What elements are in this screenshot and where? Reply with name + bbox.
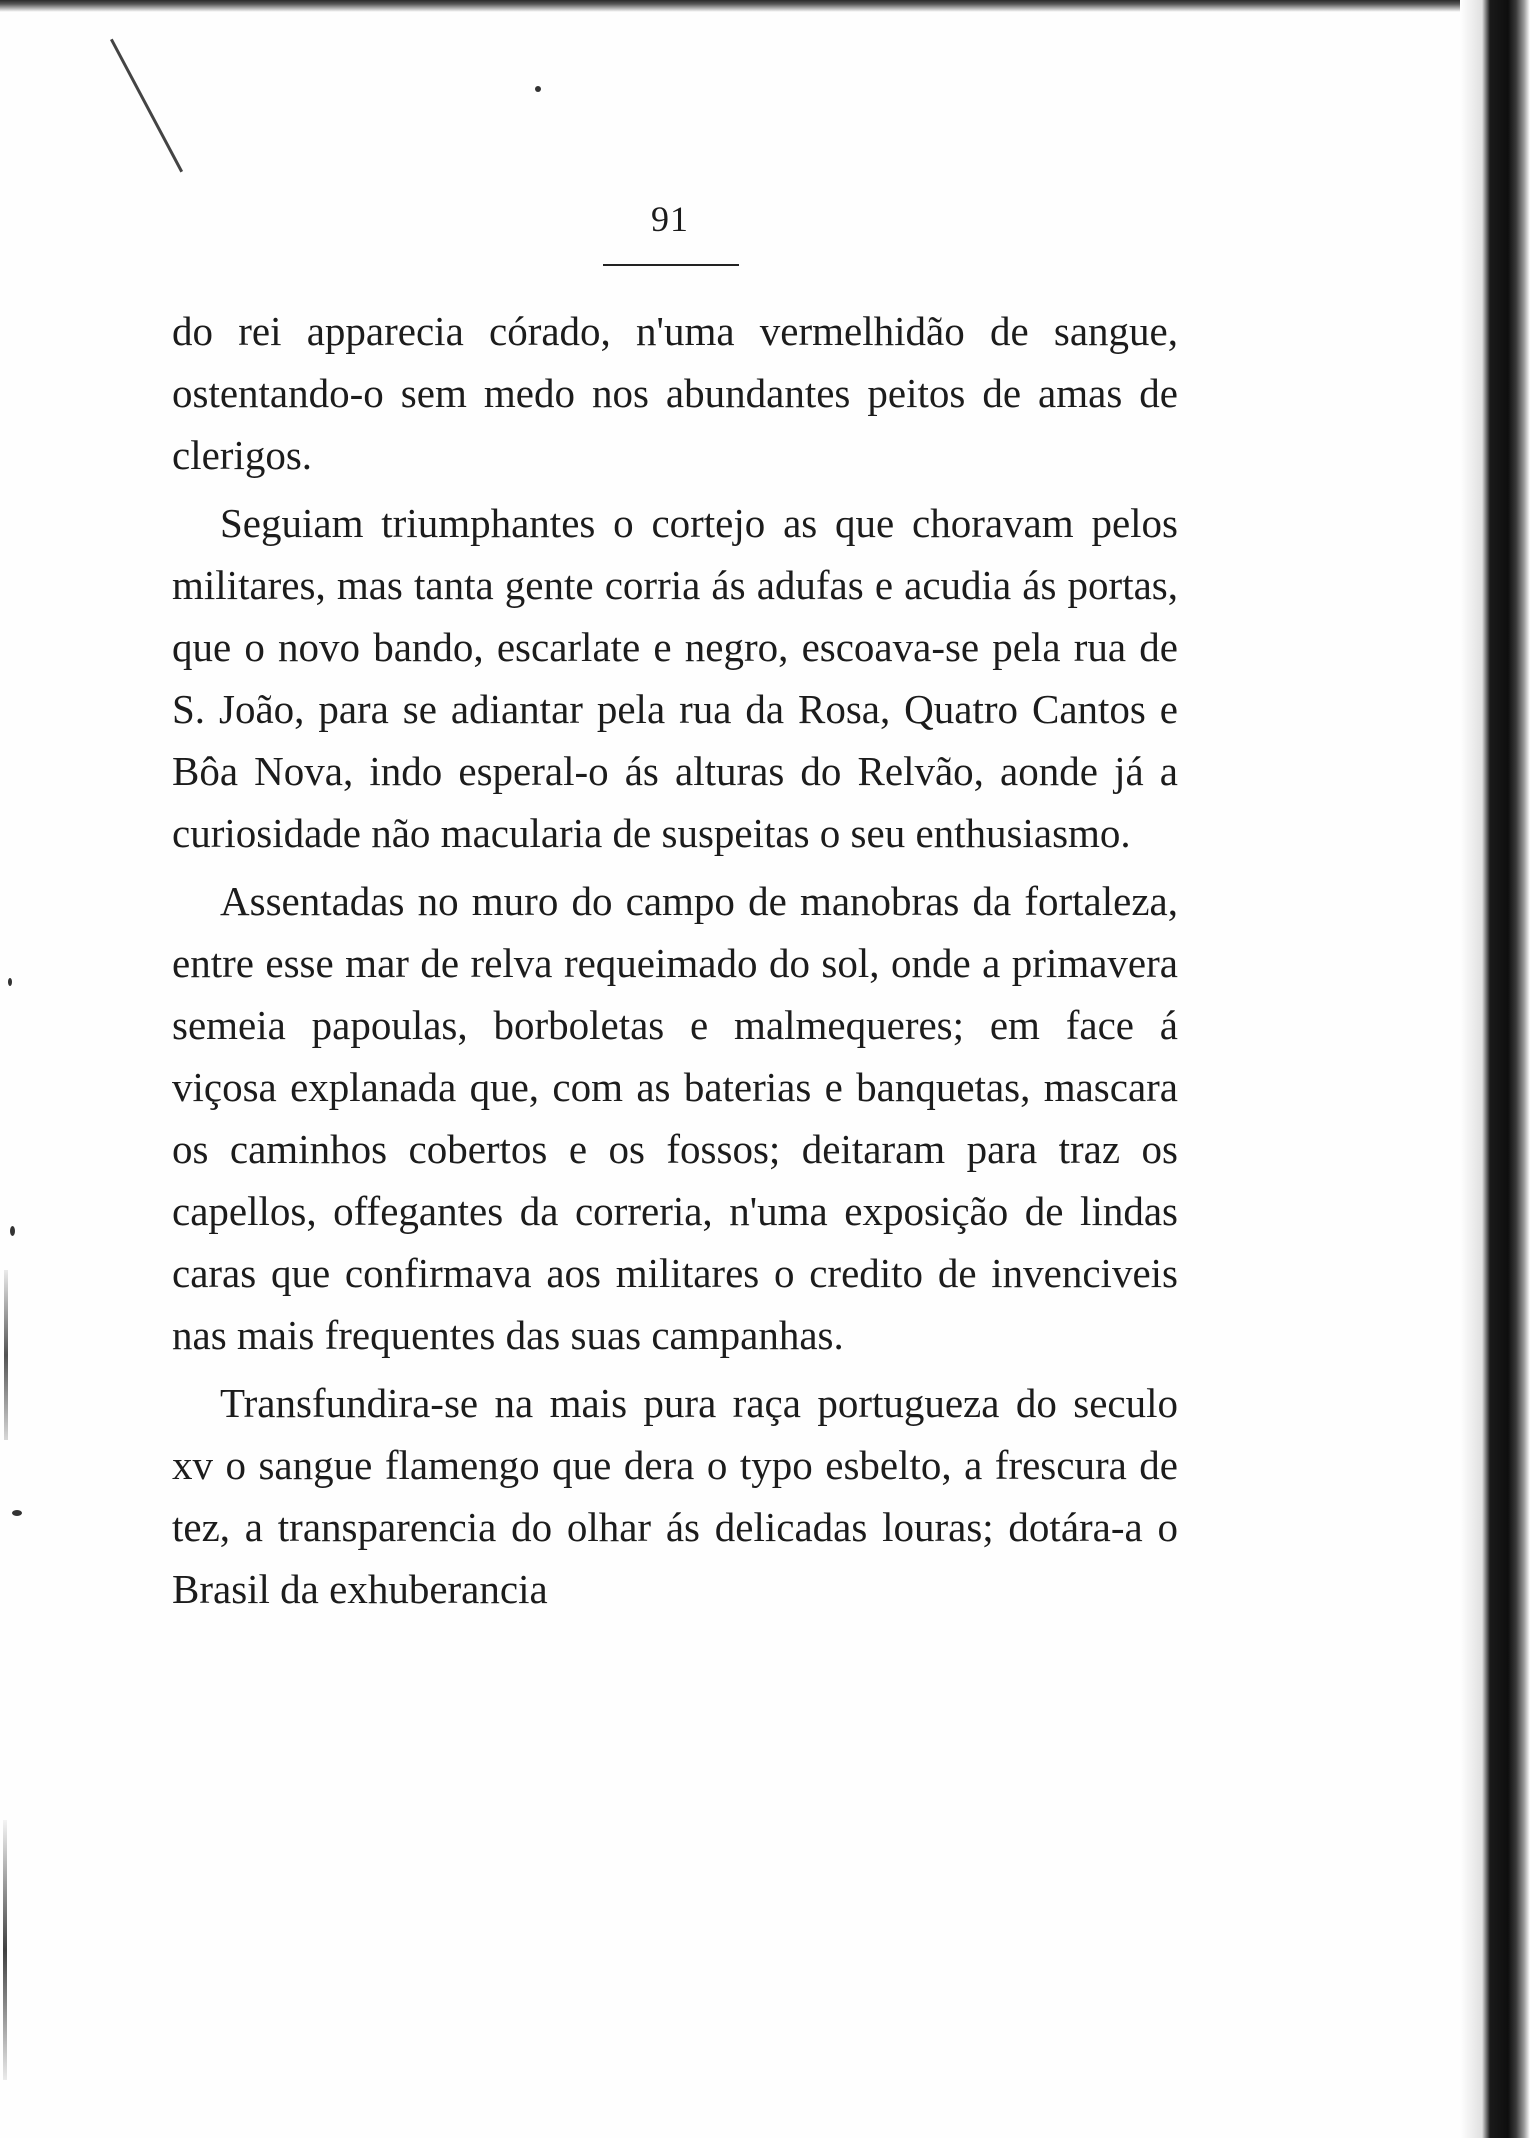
scan-speck: [535, 86, 541, 92]
paragraph: Transfundira-se na mais pura raça portugueza do seculo xv o sangue flamengo que dera o typo esbelto, a frescura de tez, a transparencia do olhar ás delicadas louras; dotára-a o Brasil da exhuberancia: [172, 1380, 1178, 1612]
paragraph: do rei apparecia córado, n'uma vermelhidão de sangue, ostentando-o sem medo nos abundantes peitos de amas de clerigos.: [172, 308, 1178, 478]
scan-scratch-mark: [110, 39, 183, 173]
page-number: 91: [651, 199, 689, 239]
body-text: [172, 300, 1178, 1620]
scan-binding-edge: [1460, 0, 1530, 2138]
header-rule: [603, 264, 739, 266]
paragraph: Seguiam triumphantes o cortejo as que choravam pelos militares, mas tanta gente corria ás adufas e acudia ás portas, que o novo bando, escarlate e negro, escoava-se pela rua de S. João, para se adiantar pela rua da Rosa, Quatro Cantos e Bôa Nova, indo esperal-o ás alturas do Relvão, aonde já a curiosidade não macularia de suspeitas o seu enthusiasmo.: [172, 500, 1178, 856]
scan-left-mark: [3, 1820, 7, 2080]
scan-speck: [12, 1510, 22, 1516]
paragraph: Assentadas no muro do campo de manobras da fortaleza, entre esse mar de relva requeimado do sol, onde a primavera semeia papoulas, borboletas e malmequeres; em face á viçosa explanada que, com as baterias e banquetas, mascara os caminhos cobertos e os fossos; deitaram para traz os capellos, offegantes da correria, n'uma exposição de lindas caras que confirmava aos militares o credito de invenciveis nas mais frequentes das suas campanhas.: [172, 878, 1178, 1358]
scan-top-edge: [0, 0, 1530, 12]
scan-left-mark: [4, 1270, 8, 1440]
scan-speck: [8, 978, 12, 986]
scan-speck: [10, 1226, 15, 1236]
